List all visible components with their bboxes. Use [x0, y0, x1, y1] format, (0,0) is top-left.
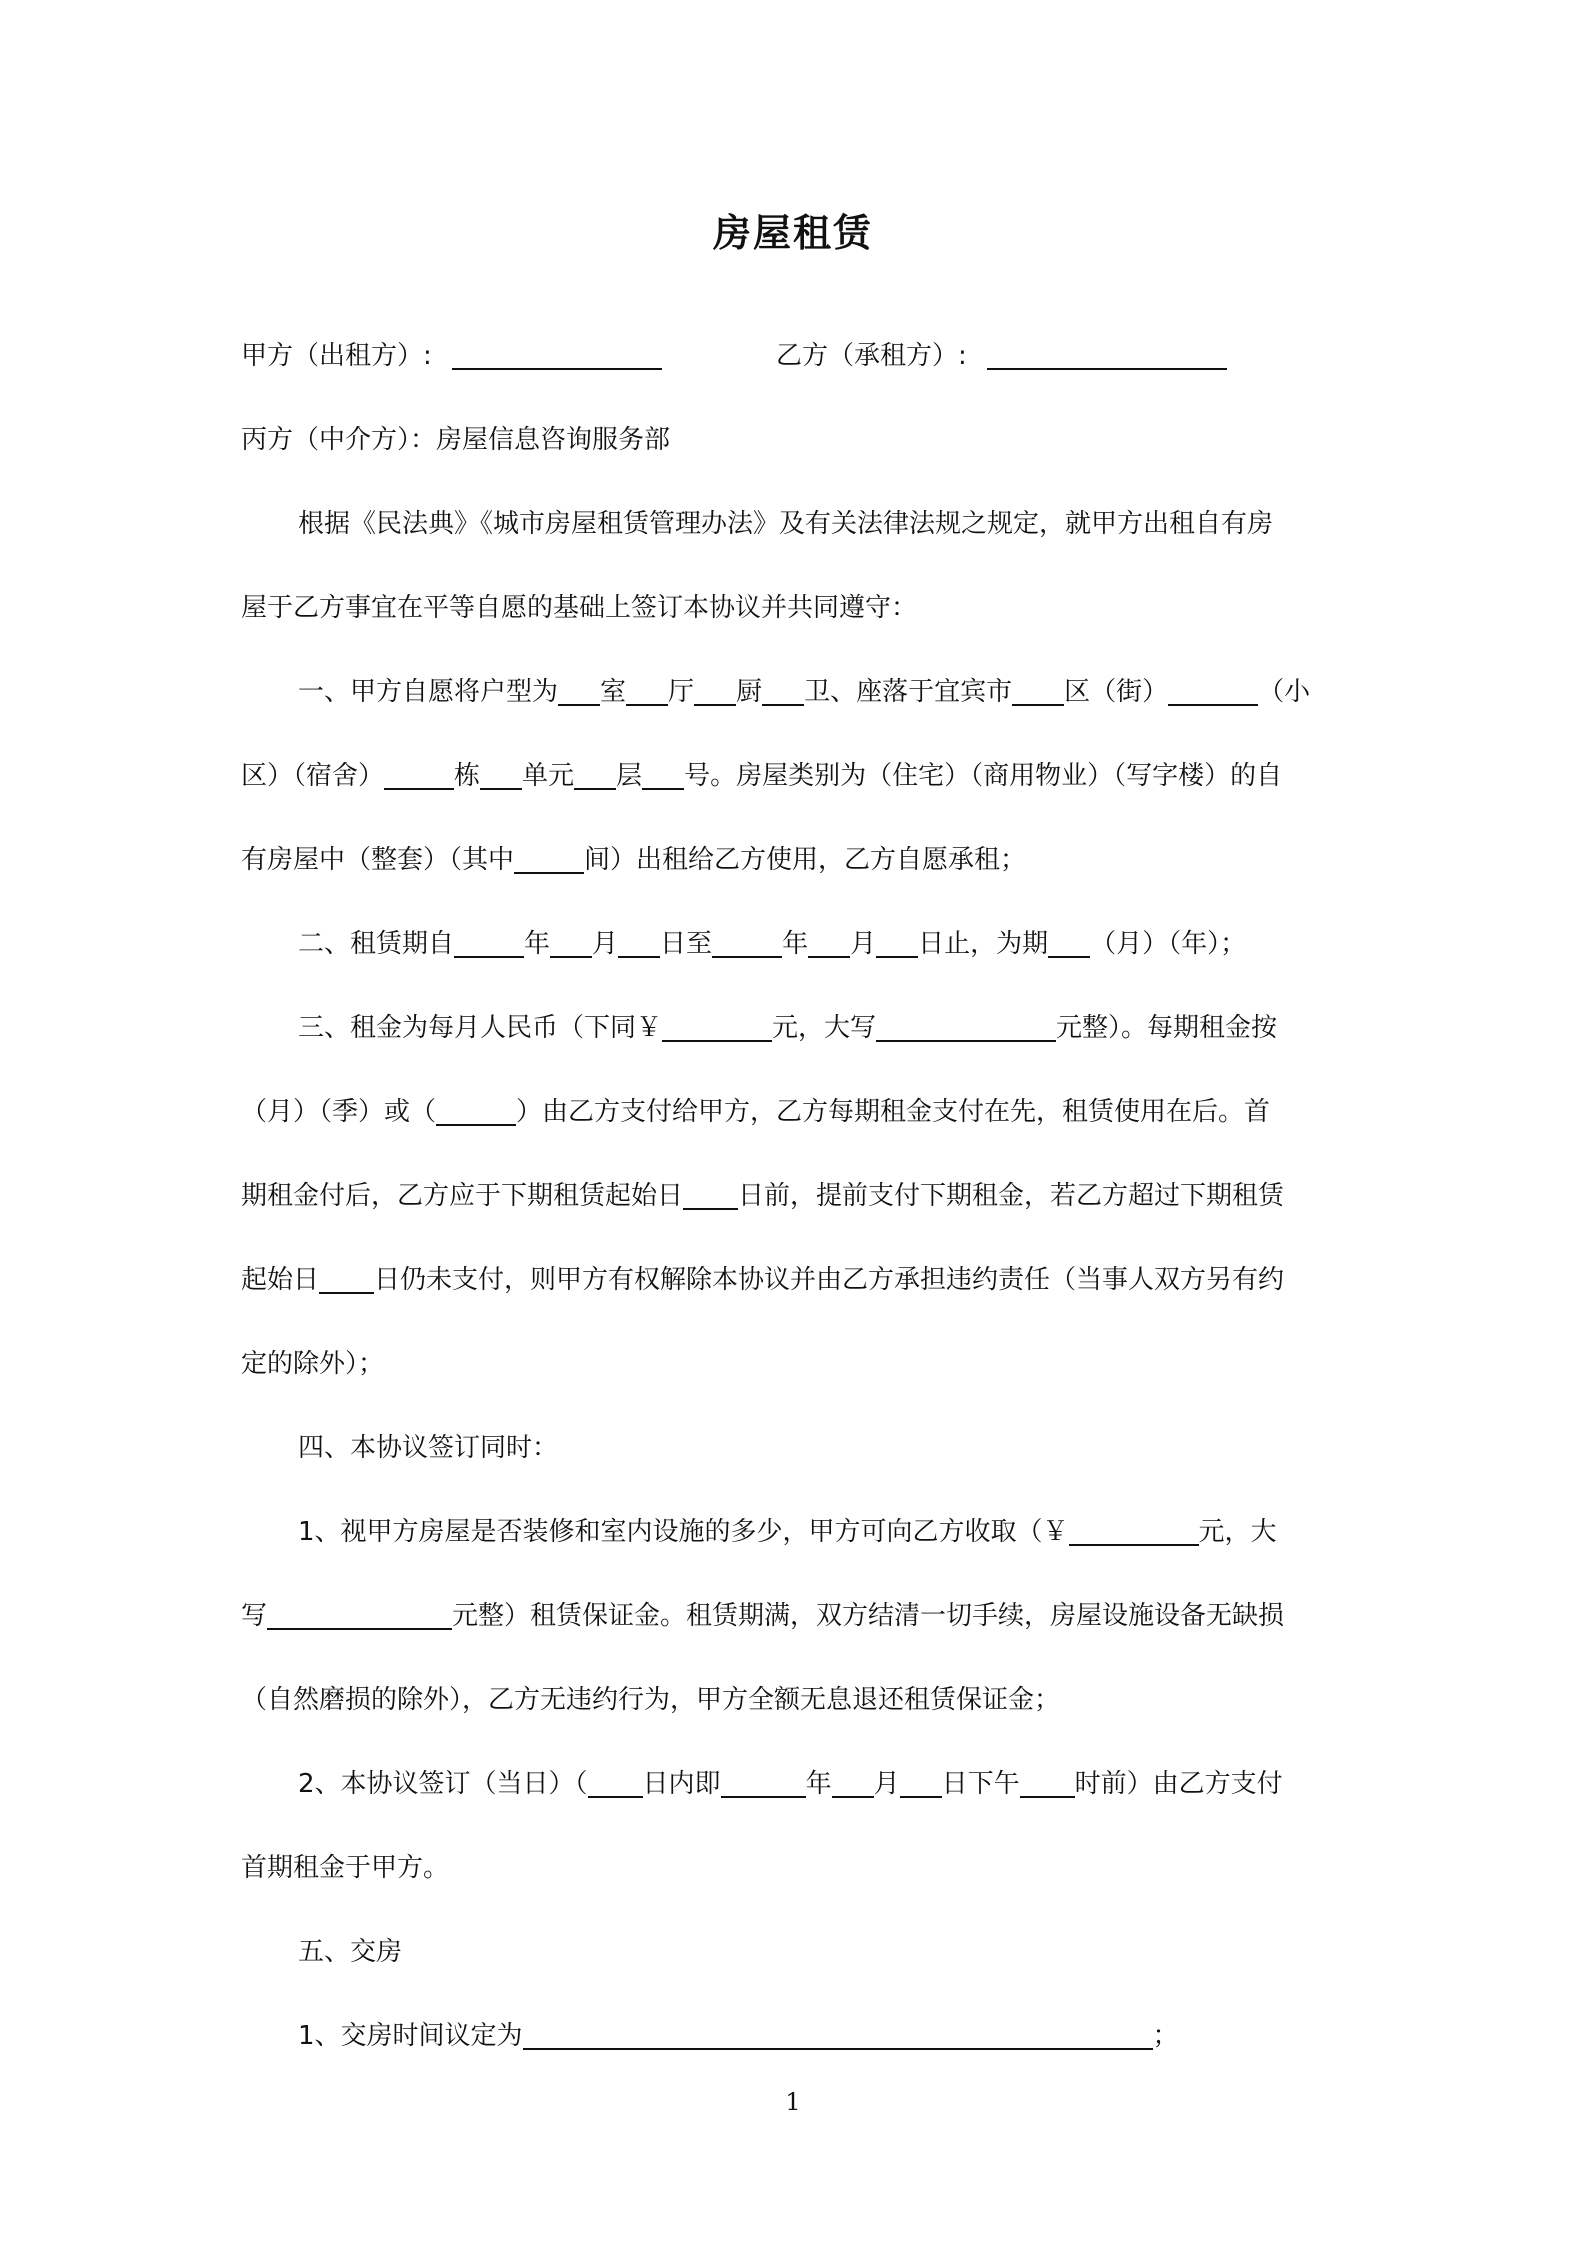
clause-text: 月: [592, 929, 619, 959]
blank[interactable]: [626, 674, 668, 706]
clause-text: 1、交房时间议定为: [298, 2021, 523, 2051]
document-title: 房屋租赁: [712, 211, 873, 255]
clause-text: （小: [1258, 677, 1311, 707]
handover-time-blank[interactable]: [523, 2018, 1153, 2050]
party-b-blank[interactable]: [987, 338, 1227, 370]
clause-text: （月）（年）；: [1090, 929, 1247, 959]
blank[interactable]: [558, 674, 600, 706]
page-number: 1: [785, 2088, 801, 2116]
clause-text: 区（街）: [1064, 677, 1169, 707]
clause-text: 元，大: [1198, 1517, 1277, 1547]
blank[interactable]: [618, 926, 660, 958]
clause-text: 号。房屋类别为（住宅）（商用物业）（写字楼）的自: [684, 761, 1283, 791]
clause-text: 三、租金为每月人民币（下同￥: [298, 1013, 663, 1043]
clause-text: 2、本协议签订（当日）（: [298, 1769, 588, 1799]
blank[interactable]: [454, 926, 524, 958]
clause-text: 日前，提前支付下期租金，若乙方超过下期租赁: [738, 1181, 1285, 1211]
clause-3-line-3: [241, 1176, 1284, 1216]
preamble-line-1: 根据《民法典》《城市房屋租赁管理办法》及有关法律法规之规定，就甲方出租自有房: [298, 509, 1274, 539]
clause-text: 日至: [660, 929, 713, 959]
blank[interactable]: [480, 758, 522, 790]
clause-text: 年: [524, 929, 551, 959]
blank[interactable]: [683, 1178, 738, 1210]
clause-text: 日止，为期: [918, 929, 1049, 959]
blank[interactable]: [550, 926, 592, 958]
blank[interactable]: [642, 758, 684, 790]
blank[interactable]: [1020, 1766, 1075, 1798]
blank[interactable]: [574, 758, 616, 790]
clause-text: 元整）租赁保证金。租赁期满，双方结清一切手续，房屋设施设备无缺损: [452, 1601, 1285, 1631]
blank[interactable]: [384, 758, 454, 790]
clause-text: 栋: [454, 761, 481, 791]
clause-text: 起始日: [241, 1265, 320, 1295]
blank[interactable]: [900, 1766, 942, 1798]
blank[interactable]: [832, 1766, 874, 1798]
blank[interactable]: [436, 1094, 516, 1126]
blank[interactable]: [808, 926, 850, 958]
blank[interactable]: [876, 1010, 1056, 1042]
party-a-blank[interactable]: [452, 338, 662, 370]
blank[interactable]: [662, 1010, 772, 1042]
clause-3-line-1: [298, 1008, 1277, 1048]
clause-text: 区）（宿舍）: [241, 761, 385, 791]
clause-text: 写: [241, 1601, 268, 1631]
blank[interactable]: [1012, 674, 1064, 706]
clause-text: 室: [600, 677, 627, 707]
clause-text: ）由乙方支付给甲方，乙方每期租金支付在先，租赁使用在后。首: [516, 1097, 1271, 1127]
clause-text: （月）（季）或（: [241, 1097, 437, 1127]
clause-3-line-2: [241, 1092, 1270, 1132]
clause-2-line: [298, 924, 1246, 964]
clause-text: 元，大写: [772, 1013, 877, 1043]
blank[interactable]: [267, 1598, 452, 1630]
clause-4-item-1-line-2: [241, 1596, 1284, 1636]
clause-text: 年: [782, 929, 809, 959]
clause-1-line-2: [241, 756, 1282, 796]
party-b-label: 乙方（承租方）:: [776, 341, 967, 371]
blank[interactable]: [514, 842, 584, 874]
blank[interactable]: [588, 1766, 643, 1798]
clause-text: 二、租赁期自: [298, 929, 455, 959]
clause-text: 1、视甲方房屋是否装修和室内设施的多少，甲方可向乙方收取（￥: [298, 1517, 1069, 1547]
blank[interactable]: [1048, 926, 1090, 958]
clause-text: 卫、座落于宜宾市: [804, 677, 1013, 707]
clause-text: 间）出租给乙方使用，乙方自愿承租；: [584, 845, 1027, 875]
clause-5-heading: 五、交房: [298, 1937, 403, 1967]
clause-text: 厅: [668, 677, 695, 707]
clause-text: 单元: [522, 761, 575, 791]
clause-text: 年: [805, 1769, 832, 1799]
clause-4-heading: 四、本协议签订同时：: [298, 1433, 559, 1463]
blank[interactable]: [319, 1262, 374, 1294]
party-a-line: [241, 336, 662, 376]
blank[interactable]: [712, 926, 782, 958]
clause-text: 日下午: [941, 1769, 1020, 1799]
clause-4-item-1-line-1: [298, 1512, 1277, 1552]
clause-text: 一、甲方自愿将户型为: [298, 677, 559, 707]
clause-5-item-1: [298, 2016, 1179, 2056]
blank[interactable]: [1168, 674, 1258, 706]
blank[interactable]: [1069, 1514, 1199, 1546]
clause-text: 有房屋中（整套）（其中: [241, 845, 515, 875]
party-c-line: 丙方（中介方）：房屋信息咨询服务部: [241, 425, 671, 455]
clause-text: 日仍未支付，则甲方有权解除本协议并由乙方承担违约责任（当事人双方另有约: [374, 1265, 1285, 1295]
blank[interactable]: [762, 674, 804, 706]
party-a-label: 甲方（出租方）:: [241, 341, 432, 371]
clause-text: 厨: [736, 677, 763, 707]
clause-4-item-2-line-2: 首期租金于甲方。: [241, 1853, 450, 1883]
party-b-line: [776, 336, 1227, 376]
blank[interactable]: [694, 674, 736, 706]
clause-text: 时前）由乙方支付: [1074, 1769, 1283, 1799]
clause-4-item-2-line-1: [298, 1764, 1283, 1804]
clause-text: ；: [1152, 2021, 1179, 2051]
clause-text: 元整）。每期租金按: [1056, 1013, 1278, 1043]
clause-text: 月: [850, 929, 877, 959]
blank[interactable]: [876, 926, 918, 958]
clause-1-line-3: [241, 840, 1026, 880]
clause-3-line-5: 定的除外）；: [241, 1349, 385, 1379]
clause-text: 层: [616, 761, 643, 791]
clause-4-item-1-line-3: （自然磨损的除外），乙方无违约行为，甲方全额无息退还租赁保证金；: [241, 1685, 1061, 1715]
clause-text: 日内即: [642, 1769, 721, 1799]
clause-1-line-1: [298, 672, 1310, 712]
preamble-line-2: 屋于乙方事宜在平等自愿的基础上签订本协议并共同遵守：: [241, 593, 918, 623]
clause-text: 期租金付后，乙方应于下期租赁起始日: [241, 1181, 684, 1211]
clause-text: 月: [873, 1769, 900, 1799]
blank[interactable]: [721, 1766, 806, 1798]
clause-3-line-4: [241, 1260, 1284, 1300]
